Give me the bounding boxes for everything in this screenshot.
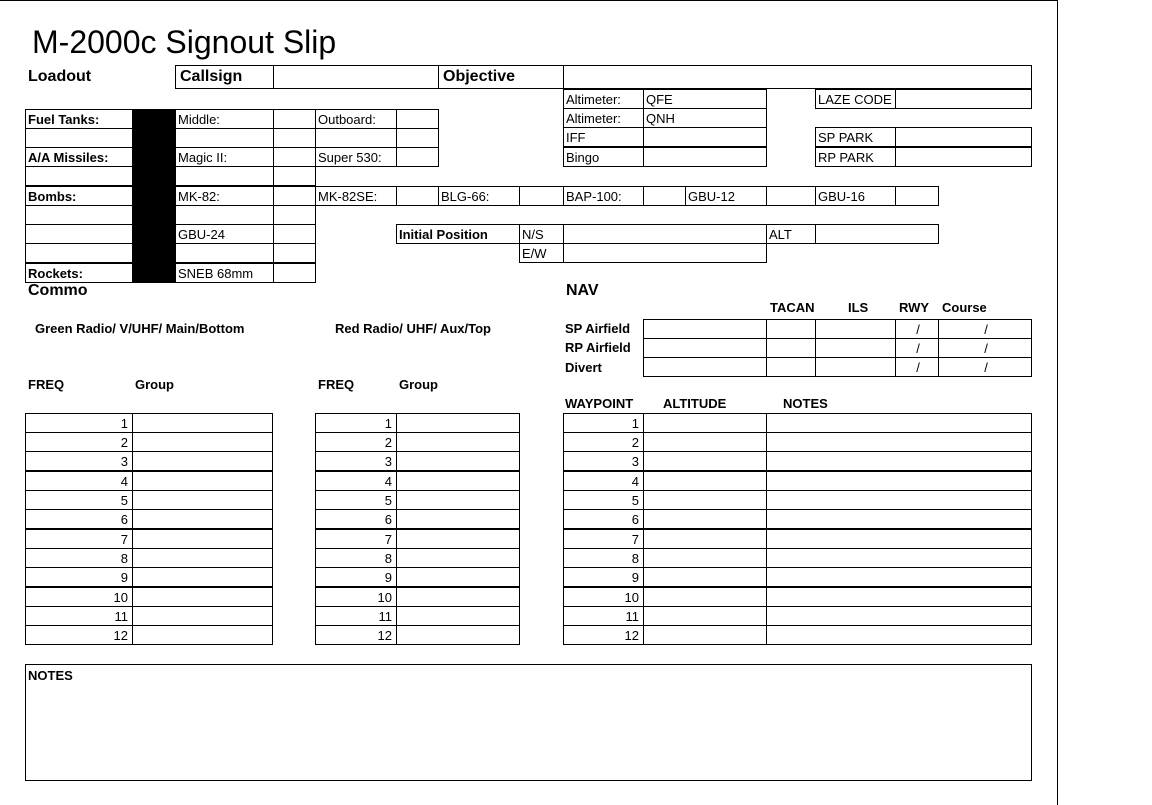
green-radio-row-field-1[interactable] — [132, 625, 273, 645]
waypoint-row-field-1[interactable] — [643, 490, 767, 510]
gbu16-label: GBU-16 — [818, 189, 865, 204]
red-radio-row-number: 3 — [384, 454, 392, 469]
green-radio-row-number: 1 — [120, 416, 128, 431]
mk82se-cell — [315, 186, 397, 206]
green-radio-row-number-cell — [25, 587, 133, 607]
sneb-value[interactable] — [273, 263, 316, 283]
waypoint-row-field-2[interactable] — [766, 529, 1032, 549]
sp-park-cell — [815, 127, 896, 147]
green-radio-row-number: 5 — [120, 493, 128, 508]
rwy-header: RWY — [899, 300, 930, 315]
rp-airfield-rwy[interactable] — [895, 338, 939, 358]
divert-label: Divert — [565, 360, 602, 375]
rockets-label: Rockets: — [28, 266, 83, 281]
waypoint-row-field-2[interactable] — [766, 451, 1032, 471]
green-radio-row-field-1[interactable] — [132, 529, 273, 549]
rp-airfield-rwy-slash: / — [916, 341, 920, 356]
rp-airfield-ils[interactable] — [815, 338, 896, 358]
fuel-extra-1[interactable] — [175, 128, 274, 148]
waypoint-row-number-cell — [563, 451, 644, 471]
mk82se-value[interactable] — [396, 186, 439, 206]
red-radio-row-number: 6 — [384, 512, 392, 527]
green-radio-row-number-cell — [25, 451, 133, 471]
missile-extra-1[interactable] — [175, 166, 274, 186]
waypoint-row-number-cell — [563, 587, 644, 607]
green-radio-row-field-1[interactable] — [132, 432, 273, 452]
mk82se-label: MK-82SE: — [318, 189, 378, 204]
red-radio-row-number-cell — [315, 451, 397, 471]
red-radio-row-number: 12 — [377, 628, 392, 643]
middle-label: Middle: — [178, 112, 220, 127]
waypoint-row-number: 4 — [631, 474, 639, 489]
mk82-cell — [175, 186, 274, 206]
super530-value[interactable] — [396, 147, 439, 167]
red-radio-row-number-cell — [315, 471, 397, 491]
bomb-extra-3[interactable] — [175, 243, 274, 263]
waypoint-row-number-cell — [563, 529, 644, 549]
red-radio-row-number-cell — [315, 432, 397, 452]
alt-cell — [766, 224, 816, 244]
divert-tacan[interactable] — [766, 357, 816, 377]
red-radio-row-number-cell — [315, 548, 397, 568]
green-radio-row-field-1[interactable] — [132, 451, 273, 471]
sneb-cell — [175, 263, 274, 283]
green-radio-row-field-1[interactable] — [132, 509, 273, 529]
rp-airfield-tacan[interactable] — [766, 338, 816, 358]
alt-field[interactable] — [815, 224, 939, 244]
qnh-field[interactable] — [643, 108, 767, 128]
green-radio-row-number: 12 — [113, 628, 128, 643]
laze-code-cell — [815, 89, 896, 109]
outboard-cell — [315, 109, 397, 129]
red-radio-row-field-1[interactable] — [396, 413, 520, 433]
green-radio-label: Green Radio/ V/UHF/ Main/Bottom — [35, 321, 245, 336]
red-radio-row-field-1[interactable] — [396, 587, 520, 607]
waypoint-row-number: 7 — [631, 532, 639, 547]
green-radio-row-field-1[interactable] — [132, 413, 273, 433]
ns-field[interactable] — [563, 224, 767, 244]
gbu12-cell — [685, 186, 767, 206]
waypoint-row-number: 1 — [631, 416, 639, 431]
red-radio-row-field-1[interactable] — [396, 509, 520, 529]
waypoint-row-number: 5 — [631, 493, 639, 508]
laze-code-label: LAZE CODE — [818, 92, 892, 107]
green-radio-row-number-cell — [25, 490, 133, 510]
notes-label: NOTES — [28, 668, 73, 683]
red-radio-row-number: 11 — [378, 609, 392, 624]
blg66-value[interactable] — [519, 186, 564, 206]
red-radio-row-number-cell — [315, 413, 397, 433]
red-radio-row-field-1[interactable] — [396, 548, 520, 568]
middle-cell — [175, 109, 274, 129]
green-group-header: Group — [135, 377, 174, 392]
iff-field[interactable] — [643, 127, 767, 147]
waypoint-row-field-2[interactable] — [766, 548, 1032, 568]
red-group-header: Group — [399, 377, 438, 392]
rp-park-cell — [815, 147, 896, 167]
rp-airfield-course[interactable] — [938, 338, 1032, 358]
waypoint-row-field-1[interactable] — [643, 548, 767, 568]
sp-park-label: SP PARK — [818, 130, 874, 145]
waypoint-row-field-2[interactable] — [766, 413, 1032, 433]
rp-airfield-field[interactable] — [643, 338, 767, 358]
green-radio-row-number-cell — [25, 509, 133, 529]
commo-heading: Commo — [28, 282, 88, 299]
rockets-cell — [25, 263, 133, 283]
waypoint-row-number-cell — [563, 625, 644, 645]
red-radio-label: Red Radio/ UHF/ Aux/Top — [335, 321, 491, 336]
altimeter-label-1: Altimeter: — [566, 92, 621, 107]
objective-label-cell — [438, 65, 564, 89]
ew-field[interactable] — [563, 243, 767, 263]
waypoint-row-number-cell — [563, 432, 644, 452]
red-freq-header: FREQ — [318, 377, 355, 392]
fuel-extra-3[interactable] — [315, 128, 397, 148]
gbu16-value[interactable] — [895, 186, 939, 206]
waypoint-row-field-1[interactable] — [643, 567, 767, 587]
red-radio-row-number: 8 — [384, 551, 392, 566]
green-radio-row-number: 8 — [120, 551, 128, 566]
green-radio-row-number: 7 — [120, 532, 128, 547]
waypoint-row-field-1[interactable] — [643, 625, 767, 645]
fuel-extra-4[interactable] — [396, 128, 439, 148]
waypoint-row-number-cell — [563, 548, 644, 568]
page-title: M-2000c Signout Slip — [32, 24, 337, 60]
sp-airfield-tacan[interactable] — [766, 319, 816, 339]
waypoint-row-number: 11 — [625, 609, 639, 624]
green-radio-row-number-cell — [25, 413, 133, 433]
red-radio-row-number: 4 — [384, 474, 392, 489]
bombs-extra-cell-1[interactable] — [25, 205, 133, 225]
red-radio-row-field-1[interactable] — [396, 606, 520, 626]
ew-label: E/W — [522, 246, 547, 261]
red-radio-row-field-1[interactable] — [396, 529, 520, 549]
green-radio-row-number: 6 — [120, 512, 128, 527]
waypoint-row-number-cell — [563, 606, 644, 626]
initial-position-cell — [396, 224, 520, 244]
super530-cell — [315, 147, 397, 167]
green-radio-row-field-1[interactable] — [132, 587, 273, 607]
green-radio-row-number-cell — [25, 548, 133, 568]
altitude-header: ALTITUDE — [663, 396, 727, 411]
callsign-label-cell — [175, 65, 274, 89]
magic-cell — [175, 147, 274, 167]
red-radio-row-field-1[interactable] — [396, 490, 520, 510]
waypoint-row-field-2[interactable] — [766, 606, 1032, 626]
objective-field[interactable] — [563, 65, 1032, 89]
qnh-label: QNH — [646, 111, 675, 126]
outboard-label: Outboard: — [318, 112, 376, 127]
waypoint-row-number: 6 — [631, 512, 639, 527]
middle-value[interactable] — [273, 109, 316, 129]
ns-cell — [519, 224, 564, 244]
green-radio-row-field-1[interactable] — [132, 606, 273, 626]
bingo-cell — [563, 147, 644, 167]
magic-value[interactable] — [273, 147, 316, 167]
red-radio-row-number-cell — [315, 587, 397, 607]
altimeter-qnh-cell — [563, 108, 644, 128]
fuel-tanks-extra-cell[interactable] — [25, 128, 133, 148]
tacan-header: TACAN — [770, 300, 815, 315]
green-radio-row-number: 9 — [120, 570, 128, 585]
green-radio-row-field-1[interactable] — [132, 567, 273, 587]
red-radio-row-number-cell — [315, 625, 397, 645]
red-radio-row-field-1[interactable] — [396, 451, 520, 471]
objective-label: Objective — [443, 68, 516, 85]
notes-header: NOTES — [783, 396, 828, 411]
green-radio-row-number-cell — [25, 606, 133, 626]
red-radio-row-number-cell — [315, 567, 397, 587]
gbu24-cell — [175, 224, 274, 244]
loadout-heading: Loadout — [28, 68, 92, 85]
waypoint-row-number-cell — [563, 471, 644, 491]
green-radio-row-field-1[interactable] — [132, 548, 273, 568]
waypoint-row-number: 10 — [624, 590, 639, 605]
altimeter-qfe-cell — [563, 89, 644, 109]
red-radio-row-number-cell — [315, 509, 397, 529]
bombs-cell — [25, 186, 133, 206]
waypoint-row-field-1[interactable] — [643, 529, 767, 549]
green-radio-row-number-cell — [25, 529, 133, 549]
sp-airfield-field[interactable] — [643, 319, 767, 339]
divert-field[interactable] — [643, 357, 767, 377]
sp-airfield-label: SP Airfield — [565, 321, 631, 336]
missile-extra-2[interactable] — [273, 166, 316, 186]
red-radio-row-field-1[interactable] — [396, 625, 520, 645]
notes-box[interactable] — [25, 664, 1032, 781]
waypoint-row-field-1[interactable] — [643, 509, 767, 529]
green-radio-row-number-cell — [25, 625, 133, 645]
red-radio-row-number: 5 — [384, 493, 392, 508]
rp-airfield-label: RP Airfield — [565, 340, 631, 355]
fuel-tanks-label: Fuel Tanks: — [28, 112, 100, 127]
divert-rwy-slash: / — [916, 360, 920, 375]
outboard-value[interactable] — [396, 109, 439, 129]
waypoint-row-field-2[interactable] — [766, 625, 1032, 645]
green-freq-header: FREQ — [28, 377, 65, 392]
initial-position-label: Initial Position — [399, 227, 488, 242]
gbu12-value[interactable] — [766, 186, 816, 206]
altimeter-label-2: Altimeter: — [566, 111, 621, 126]
bombs-label: Bombs: — [28, 189, 77, 204]
waypoint-row-number: 3 — [631, 454, 639, 469]
alt-label: ALT — [769, 227, 792, 242]
waypoint-row-number-cell — [563, 567, 644, 587]
gbu24-value[interactable] — [273, 224, 316, 244]
waypoint-row-field-2[interactable] — [766, 471, 1032, 491]
green-radio-row-number: 2 — [120, 435, 128, 450]
bap100-cell — [563, 186, 644, 206]
divert-course[interactable] — [938, 357, 1032, 377]
divert-rwy[interactable] — [895, 357, 939, 377]
waypoint-row-number-cell — [563, 413, 644, 433]
red-radio-row-number: 2 — [384, 435, 392, 450]
divert-course-slash: / — [984, 360, 988, 375]
waypoint-row-field-1[interactable] — [643, 587, 767, 607]
aa-missiles-extra-cell[interactable] — [25, 166, 133, 186]
green-radio-row-number: 11 — [114, 609, 128, 624]
waypoint-row-field-1[interactable] — [643, 432, 767, 452]
gbu16-cell — [815, 186, 896, 206]
sp-park-field[interactable] — [895, 127, 1032, 147]
waypoint-row-field-2[interactable] — [766, 567, 1032, 587]
fuel-extra-2[interactable] — [273, 128, 316, 148]
sp-airfield-ils[interactable] — [815, 319, 896, 339]
bomb-extra-2[interactable] — [273, 205, 316, 225]
waypoint-row-number: 2 — [631, 435, 639, 450]
waypoint-row-field-2[interactable] — [766, 587, 1032, 607]
rp-park-label: RP PARK — [818, 150, 874, 165]
ew-cell — [519, 243, 564, 263]
sp-airfield-course[interactable] — [938, 319, 1032, 339]
green-radio-row-number: 3 — [120, 454, 128, 469]
red-radio-row-number: 9 — [384, 570, 392, 585]
waypoint-row-field-1[interactable] — [643, 413, 767, 433]
blg66-label: BLG-66: — [441, 189, 490, 204]
waypoint-row-number-cell — [563, 509, 644, 529]
waypoint-row-field-1[interactable] — [643, 451, 767, 471]
waypoint-row-field-2[interactable] — [766, 509, 1032, 529]
waypoint-row-field-2[interactable] — [766, 490, 1032, 510]
gbu12-label: GBU-12 — [688, 189, 735, 204]
bingo-field[interactable] — [643, 147, 767, 167]
green-radio-row-number-cell — [25, 567, 133, 587]
red-radio-row-number: 7 — [384, 532, 392, 547]
waypoint-row-number-cell — [563, 490, 644, 510]
red-radio-row-field-1[interactable] — [396, 567, 520, 587]
green-radio-row-number-cell — [25, 471, 133, 491]
iff-label: IFF — [566, 130, 586, 145]
sneb-label: SNEB 68mm — [178, 266, 254, 281]
waypoint-header: WAYPOINT — [565, 396, 634, 411]
mk82-label: MK-82: — [178, 189, 220, 204]
bingo-label: Bingo — [566, 150, 600, 165]
waypoint-row-field-1[interactable] — [643, 606, 767, 626]
magic-label: Magic II: — [178, 150, 228, 165]
ils-header: ILS — [848, 300, 869, 315]
red-radio-row-number-cell — [315, 606, 397, 626]
rp-park-field[interactable] — [895, 147, 1032, 167]
gbu24-label: GBU-24 — [178, 227, 225, 242]
green-radio-row-number: 4 — [120, 474, 128, 489]
red-radio-row-number: 1 — [384, 416, 392, 431]
bomb-extra-1[interactable] — [175, 205, 274, 225]
sp-airfield-course-slash: / — [984, 322, 988, 337]
waypoint-row-number: 8 — [631, 551, 639, 566]
super530-label: Super 530: — [318, 150, 382, 165]
red-radio-row-number: 10 — [377, 590, 392, 605]
laze-code-field[interactable] — [895, 89, 1032, 109]
green-radio-row-number-cell — [25, 432, 133, 452]
aa-missiles-cell — [25, 147, 133, 167]
course-header: Course — [942, 300, 987, 315]
bombs-extra-cell-3[interactable] — [25, 243, 133, 263]
mk82-value[interactable] — [273, 186, 316, 206]
green-radio-row-field-1[interactable] — [132, 490, 273, 510]
bap100-label: BAP-100: — [566, 189, 622, 204]
qfe-label: QFE — [646, 92, 673, 107]
red-radio-row-field-1[interactable] — [396, 471, 520, 491]
aa-missiles-label: A/A Missiles: — [28, 150, 109, 165]
red-radio-row-number-cell — [315, 490, 397, 510]
blacked-out-column — [132, 109, 176, 283]
sp-airfield-rwy-slash: / — [916, 322, 920, 337]
waypoint-row-field-2[interactable] — [766, 432, 1032, 452]
nav-heading: NAV — [566, 282, 599, 299]
red-radio-row-field-1[interactable] — [396, 432, 520, 452]
bombs-extra-cell-2[interactable] — [25, 224, 133, 244]
qfe-field[interactable] — [643, 89, 767, 109]
waypoint-row-number: 9 — [631, 570, 639, 585]
fuel-tanks-cell — [25, 109, 133, 129]
green-radio-row-field-1[interactable] — [132, 471, 273, 491]
ns-label: N/S — [522, 227, 544, 242]
callsign-label: Callsign — [180, 68, 243, 85]
bomb-extra-4[interactable] — [273, 243, 316, 263]
callsign-field[interactable] — [273, 65, 439, 89]
iff-cell — [563, 127, 644, 147]
divert-ils[interactable] — [815, 357, 896, 377]
waypoint-row-field-1[interactable] — [643, 471, 767, 491]
sp-airfield-rwy[interactable] — [895, 319, 939, 339]
rp-airfield-course-slash: / — [984, 341, 988, 356]
waypoint-row-number: 12 — [624, 628, 639, 643]
bap100-value[interactable] — [643, 186, 686, 206]
red-radio-row-number-cell — [315, 529, 397, 549]
green-radio-row-number: 10 — [113, 590, 128, 605]
blg66-cell — [438, 186, 520, 206]
